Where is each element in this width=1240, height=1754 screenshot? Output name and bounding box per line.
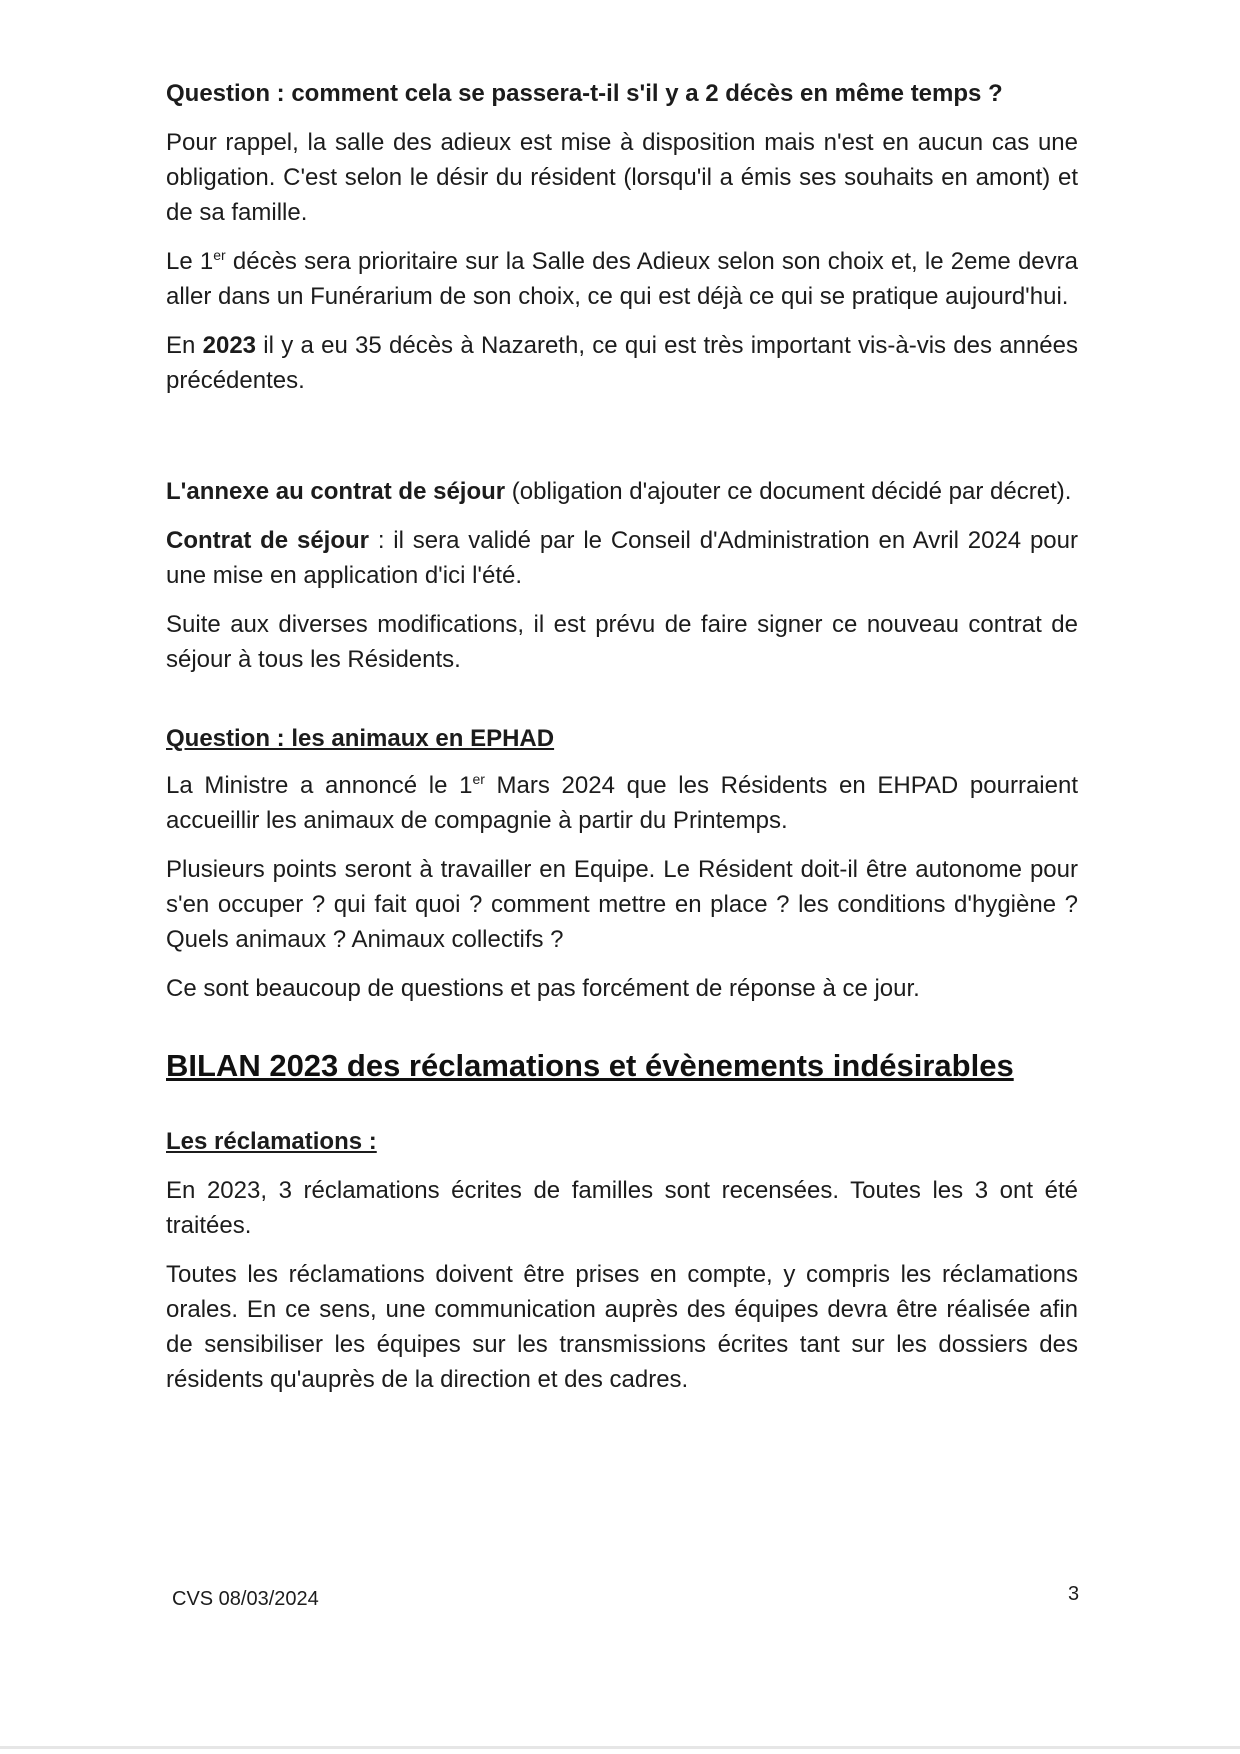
annexe-label-bold: L'annexe au contrat de séjour [166,478,506,505]
paragraph-suite-modifications: Suite aux diverses modifications, il est prévu de faire signer ce nouveau contrat de séjour à tous les Résidents. [166,611,1078,673]
year-2023-bold: 2023 [202,332,257,359]
paragraph-salle-adieux: Pour rappel, la salle des adieux est mise à disposition mais n'est en aucun cas une obligation. C'est selon le désir du résident (lorsqu'il a émis ses souhaits en amont) et de sa famille. [166,129,1078,226]
text-fragment: Mars 2024 que les Résidents en EHPAD pourraient accueillir les animaux de compagnie à partir du Printemps. [166,772,1078,834]
page-content [166,76,1078,1397]
paragraph-points-travail: Plusieurs points seront à travailler en Equipe. Le Résident doit-il être autonome pour s'en occuper ? qui fait quoi ? comment mettre en place ? les conditions d'hygiène ? Quels animaux ? Animaux collectifs ? [166,856,1078,953]
footer-date: CVS 08/03/2024 [172,1588,319,1610]
paragraph-deaths-2023 [166,328,1078,398]
reclamations-subheading: Les réclamations : [166,1128,377,1155]
text-fragment: En [166,332,203,359]
paragraph-reclamations-2023: En 2023, 3 réclamations écrites de familles sont recensées. Toutes les 3 ont été traitées. [166,1177,1078,1239]
paragraph-contrat-sejour [166,523,1078,593]
page-number: 3 [1068,1583,1080,1605]
paragraph-annexe-contrat [166,474,1078,509]
text-fragment: La Ministre a annoncé le 1 [166,772,473,799]
scan-edge-divider [0,1746,1240,1749]
text-fragment: : il sera validé par le Conseil d'Administration en Avril 2024 pour une mise en application d'ici l'été. [166,527,1078,589]
paragraph-ministre-annonce [166,768,1078,838]
question-two-deaths-heading: Question : comment cela se passera-t-il s'il y a 2 décès en même temps ? [166,80,1003,107]
question-animaux-heading: Question : les animaux en EPHAD [166,725,555,752]
superscript-er: er [213,247,226,263]
superscript-er: er [472,771,485,787]
paragraph-first-death-priority [166,244,1078,314]
contrat-label-bold: Contrat de séjour [166,527,369,554]
text-fragment: (obligation d'ajouter ce document décidé par décret). [505,478,1072,505]
paragraph-questions-reponse: Ce sont beaucoup de questions et pas forcément de réponse à ce jour. [166,975,920,1002]
text-fragment: il y a eu 35 décès à Nazareth, ce qui est très important vis-à-vis des années précédentes. [166,332,1078,394]
bilan-title: BILAN 2023 des réclamations et évènements indésirables [166,1048,1014,1083]
paragraph-reclamations-prises-en-compte: Toutes les réclamations doivent être prises en compte, y compris les réclamations orales. En ce sens, une communication auprès des équipes devra être réalisée afin de sensibiliser les équipes sur les transmissions écrites tant sur les dossiers des résidents qu'auprès de la direction et des cadres. [166,1261,1078,1393]
text-fragment: Le 1 [166,248,214,275]
text-fragment: décès sera prioritaire sur la Salle des Adieux selon son choix et, le 2eme devra aller dans un Funérarium de son choix, ce qui est déjà ce qui se pratique aujourd'hui. [166,248,1078,310]
